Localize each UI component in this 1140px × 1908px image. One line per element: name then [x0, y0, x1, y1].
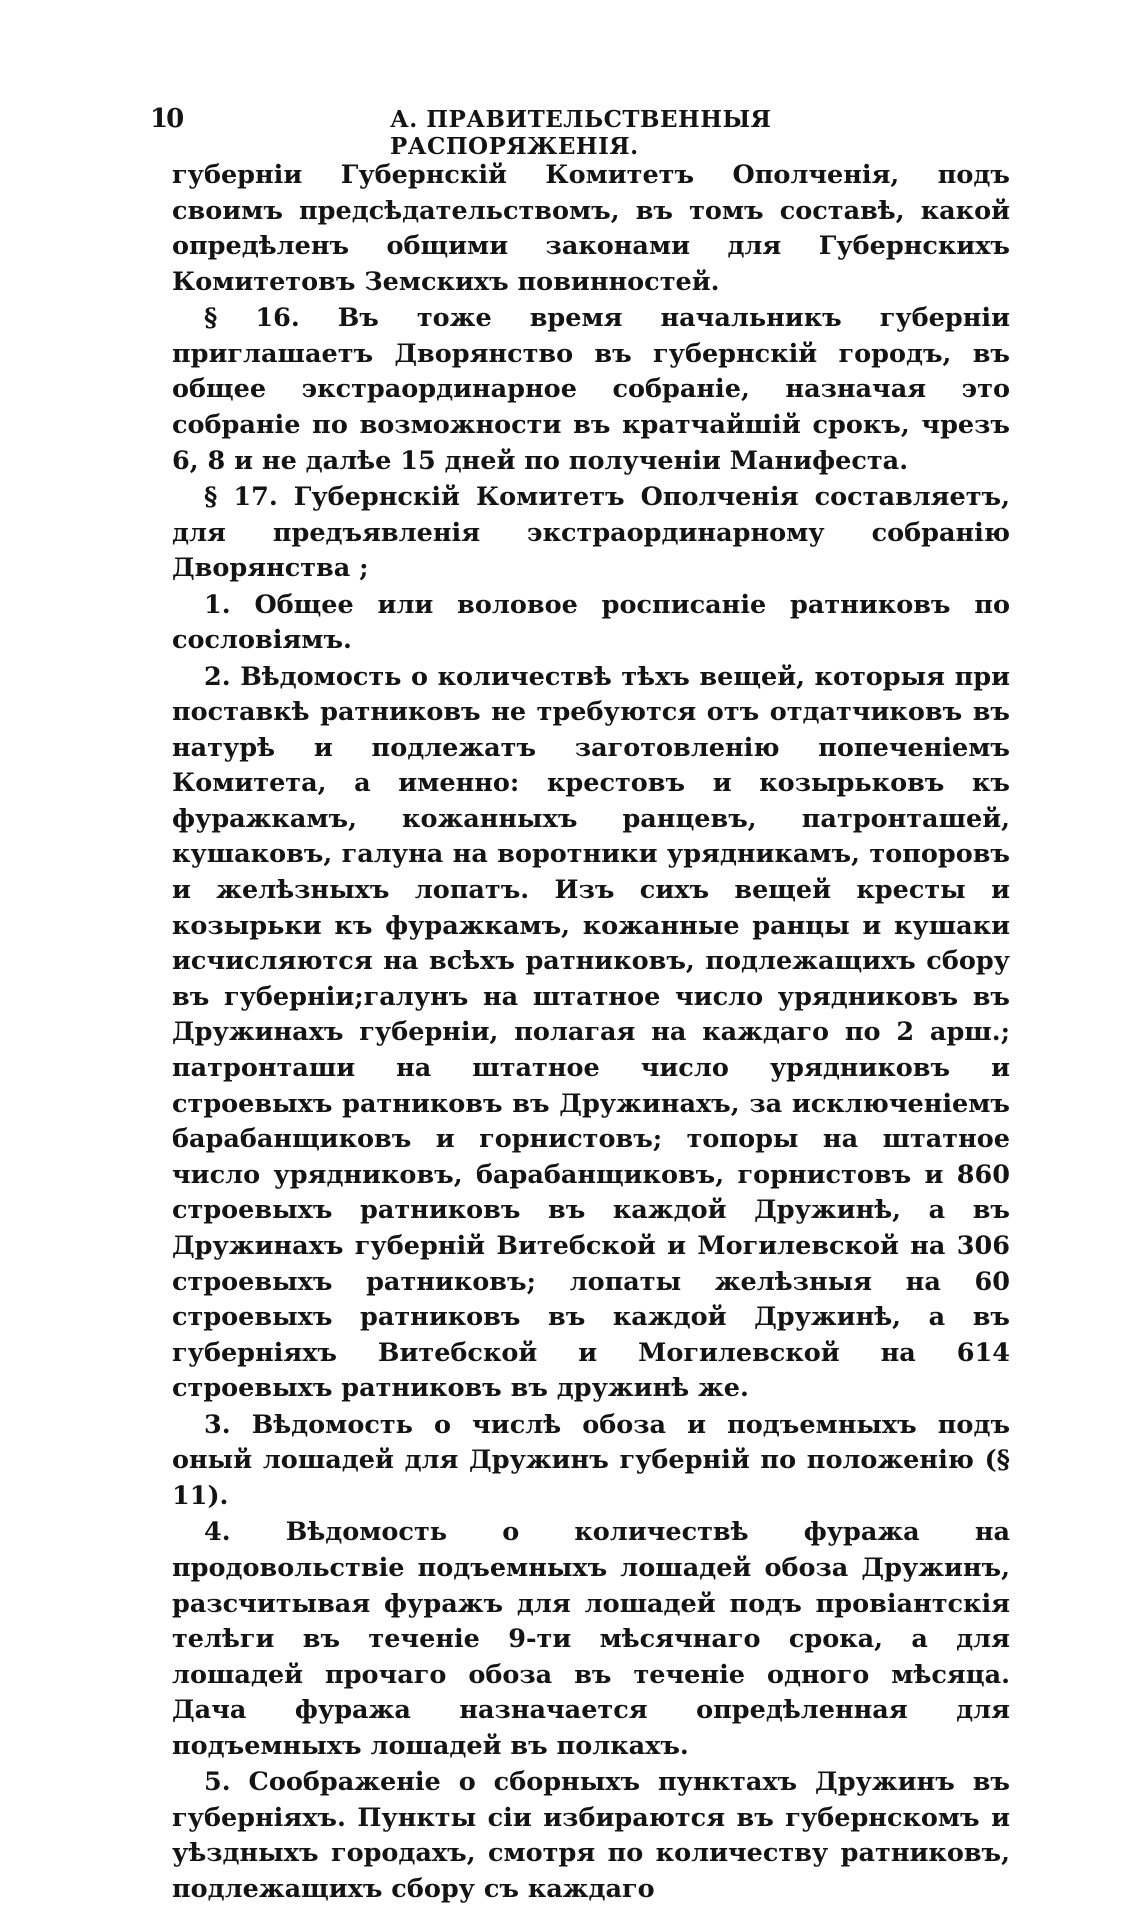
list-item-3: 3. Вѣдомость о числѣ обоза и подъемныхъ подъ оный лошадей для Дружинъ губерній по положенію (§ 11).	[172, 1409, 1010, 1511]
list-item-1: 1. Общее или воловое росписаніе ратниковъ по сословіямъ.	[172, 589, 1010, 656]
page-number: 10	[150, 104, 183, 134]
list-item-2: 2. Вѣдомость о количествѣ тѣхъ вещей, которыя при поставкѣ ратниковъ не требуются отъ отдатчиковъ въ натурѣ и подлежатъ заготовленію попеченіемъ Комитета, а именно: крестовъ и козырьковъ къ фуражкамъ, кожанныхъ ранцевъ, патронташей, кушаковъ, галуна на воротники урядникамъ, топоровъ и желѣзныхъ лопатъ. Изъ сихъ вещей кресты и козырьки къ фуражкамъ, кожанные ранцы и кушаки исчисляются на всѣхъ ратниковъ, подлежащихъ сбору въ губерніи;галунъ на штатное число урядниковъ въ Дружинахъ губерніи, полагая на каждаго по 2 арш.; патронташи на штатное число урядниковъ и строевыхъ ратниковъ въ Дружинахъ, за исключеніемъ барабанщиковъ и горнистовъ; топоры на штатное число урядниковъ, барабанщиковъ, горнистовъ и 860 строевыхъ ратниковъ въ каждой Дружинѣ, а въ Дружинахъ губерній Витебской и Могилевской на 306 строевыхъ ратниковъ; лопаты желѣзныя на 60 строевыхъ ратниковъ въ каждой Дружинѣ, а въ губерніяхъ Витебской и Могилевской на 614 строевыхъ ратниковъ въ дружинѣ же.	[172, 661, 1010, 1404]
list-item-5: 5. Соображеніе о сборныхъ пунктахъ Дружинъ въ губерніяхъ. Пункты сіи избираются въ губернскомъ и уѣздныхъ городахъ, смотря по количеству ратниковъ, подлежащихъ сбору съ каждаго	[172, 1767, 1010, 1905]
page-header	[150, 104, 1010, 160]
body-text	[172, 158, 1010, 1908]
paragraph-continuation: губерніи Губернскій Комитетъ Ополченія, подъ своимъ предсѣдательствомъ, въ томъ составѣ, какой опредѣленъ общими законами для Губернскихъ Комитетовъ Земскихъ повинностей.	[172, 160, 1010, 297]
paragraph-section-16: § 16. Въ тоже время начальникъ губерніи приглашаетъ Дворянство въ губернскій городъ, въ общее экстраординарное собраніе, назначая это собраніе по возможности въ кратчайшій срокъ, чрезъ 6, 8 и не далѣе 15 дней по полученіи Манифеста.	[172, 303, 1010, 476]
running-title: А. ПРАВИТЕЛЬСТВЕННЫЯ РАСПОРЯЖЕНІЯ.	[390, 106, 772, 160]
paragraph-section-17: § 17. Губернскій Комитетъ Ополченія составляетъ, для предъявленія экстраординарному собранію Дворянства ;	[172, 481, 1010, 584]
list-item-4: 4. Вѣдомость о количествѣ фуража на продовольствіе подъемныхъ лошадей обоза Дружинъ, разсчитывая фуражъ для лошадей подъ провіантскія телѣги въ теченіе 9-ти мѣсячнаго срока, а для лошадей прочаго обоза въ теченіе одного мѣсяца. Дача фуража назначается опредѣленная для подъемныхъ лошадей въ полкахъ.	[172, 1517, 1010, 1761]
